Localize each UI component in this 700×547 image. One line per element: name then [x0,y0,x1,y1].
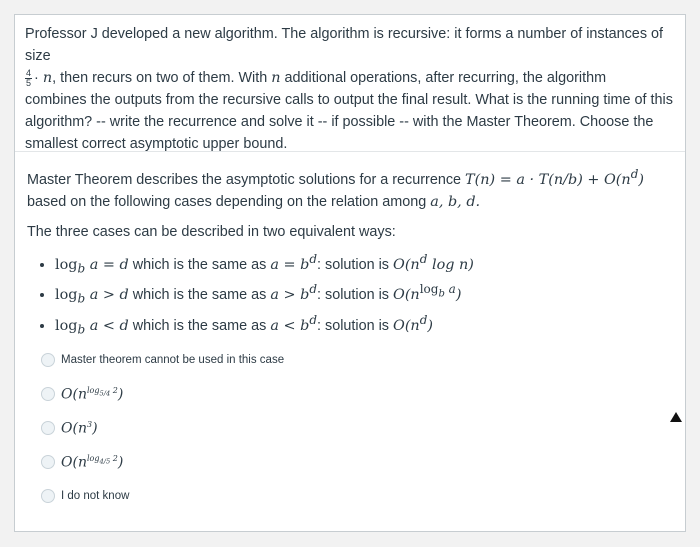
section-divider [15,151,685,152]
master-theorem-explanation [27,163,677,341]
question-line-1: Professor J developed a new algorithm. The algorithm is recursive: it forms a number of instances of size [25,26,664,64]
mt-intro-2: based on the following cases depending on the relation among a, b, d. [27,193,481,210]
option-math: $O(n^{log_{4/5} 2})$ [61,453,124,471]
question-line-3: combines the outputs from the recursive calls to output the final result. What is the running time of this [25,92,673,108]
radio-button[interactable] [41,353,55,367]
mt-equivalent: The three cases can be described in two equivalent ways: [27,223,396,240]
mouse-cursor-icon [670,412,682,422]
answer-options [41,343,541,513]
fraction-4-5: $\frac{4}{5}$ [26,67,32,88]
radio-button[interactable] [41,387,55,401]
case-2: • $\log_b a > d$ which is the same as $a > b^d$: solution is $O(n^{log_b a})$ [55,279,677,310]
radio-button[interactable] [41,421,55,435]
question-line-2: $\frac{4}{5}$ · n, then recurs on two of them. With n additional operations, after recurring, the algorithm [26,67,607,88]
option-log-5-4[interactable] [41,377,541,411]
cases-list [27,249,677,341]
option-math: $O(n^3)$ [61,419,98,437]
option-label: Master theorem cannot be used in this case [61,354,285,366]
option-n-cubed[interactable] [41,411,541,445]
question-card [14,14,686,532]
option-math: $O(n^{log_{5/4} 2})$ [61,385,124,403]
mt-intro: Master Theorem describes the asymptotic solutions for a recurrence $T(n) = a \cdot T(n/b) + O(n^d)$ [27,167,645,188]
question-text [25,23,675,155]
question-line-5: smallest correct asymptotic upper bound. [25,136,288,152]
question-line-4: algorithm? -- write the recurrence and solve it -- if possible -- with the Master Theorem. Choose the [25,114,654,130]
option-log-4-5[interactable] [41,445,541,479]
case-1: • $\log_b a = d$ which is the same as $a = b^d$: solution is $O(n^d$ log n) [55,249,677,280]
radio-button[interactable] [41,489,55,503]
option-do-not-know[interactable] [41,479,541,513]
radio-button[interactable] [41,455,55,469]
case-3: • $\log_b a < d$ which is the same as $a < b^d$: solution is $O(n^d)$ [55,310,677,341]
option-label: I do not know [61,490,130,502]
option-cannot-use[interactable] [41,343,541,377]
